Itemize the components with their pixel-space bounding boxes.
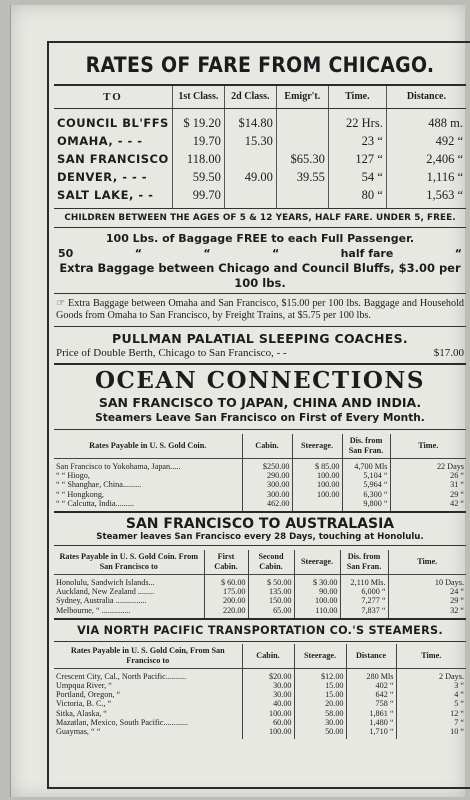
cell: $12.00 — [294, 668, 346, 681]
cell: $ 30.00 — [294, 575, 340, 588]
cell: 135.00 — [248, 587, 294, 596]
cell: 100.00 — [292, 471, 342, 480]
cell: 10 Days. — [388, 575, 466, 588]
cell: 200.00 — [204, 596, 248, 605]
route: Victoria, B. C., “ — [56, 699, 112, 709]
cell: 6,300 “ — [342, 490, 390, 499]
cell: 7,277 “ — [340, 596, 388, 605]
cell: 9,800 “ — [342, 499, 390, 511]
cell: 60.00 — [242, 718, 294, 727]
route: Auckland, New Zealand ........ — [56, 587, 155, 597]
ocean-subheading: SAN FRANCISCO TO JAPAN, CHINA AND INDIA. — [98, 395, 422, 410]
cell: 110.00 — [294, 606, 340, 618]
cell: 31 “ — [390, 480, 466, 489]
cell: 58.00 — [294, 709, 346, 718]
cell: 10 “ — [396, 727, 466, 739]
cell: 758 “ — [346, 699, 396, 708]
cell: 1,563 “ — [386, 186, 466, 208]
cell — [224, 150, 276, 168]
ocean-rates-table — [54, 434, 466, 511]
table-row — [54, 690, 466, 699]
table-row — [54, 727, 466, 739]
cell: 2,406 “ — [386, 150, 466, 168]
cell: $ 19.20 — [172, 108, 224, 132]
table-row — [54, 471, 466, 480]
cell: 127 “ — [328, 150, 386, 168]
cell — [224, 186, 276, 208]
cell: 19.70 — [172, 132, 224, 150]
australasia-rates-table — [54, 550, 466, 618]
col-header: Distance. — [386, 86, 466, 108]
cell: $65.30 — [276, 150, 328, 168]
cell: 4,700 Mls — [342, 459, 390, 472]
cell: 15.00 — [294, 690, 346, 699]
col-header: Steerage. — [292, 434, 342, 459]
australasia-table-header — [54, 550, 466, 575]
pullman-heading: PULLMAN PALATIAL SLEEPING COACHES. — [112, 331, 408, 346]
cell — [276, 108, 328, 132]
table-row — [54, 718, 466, 727]
ocean-steamers-note: Steamers Leave San Francisco on First of Every Month. — [54, 410, 466, 430]
col-header: 2d Class. — [224, 86, 276, 108]
route: “ “ Shanghae, China......... — [56, 480, 142, 490]
australasia-subheading: Steamer leaves San Francisco every 28 Days, touching at Honolulu. — [54, 532, 466, 546]
cell: $ 50.00 — [248, 575, 294, 588]
col-header: Rates Payable in U. S. Gold Coin. — [54, 434, 242, 459]
cell: 7 “ — [396, 718, 466, 727]
table-row — [54, 699, 466, 708]
route: “ “ Calcutta, India......... — [56, 498, 134, 508]
cell: 30.00 — [242, 681, 294, 690]
extra-baggage-line: Extra Baggage between Chicago and Council Bluffs, $3.00 per 100 lbs. — [59, 261, 461, 290]
destination: DENVER, - - - — [57, 170, 148, 184]
omaha-baggage-note: ☞ Extra Baggage between Omaha and San Francisco, $15.00 per 100 lbs. Baggage and Household Goods from Omaha to San Francisco, by Freight Trains, at $5.75 per 100 lbs. — [56, 298, 464, 321]
cell: 29 “ — [390, 490, 466, 499]
cell — [276, 132, 328, 150]
cell: 100.00 — [242, 709, 294, 718]
cell: 220.00 — [204, 606, 248, 618]
baggage-free-line: 100 Lbs. of Baggage FREE to each Full Passenger. — [105, 232, 415, 245]
route: Mazatlan, Mexico, South Pacific............ — [56, 717, 189, 727]
cell: 6,000 “ — [340, 587, 388, 596]
cell: 15.00 — [294, 681, 346, 690]
table-row — [54, 606, 466, 618]
cell: 3 “ — [396, 681, 466, 690]
route: Guaymas, “ “ — [56, 727, 101, 737]
destination: SALT LAKE, - - — [57, 188, 154, 202]
north-pacific-table-header — [54, 644, 466, 669]
cell: 5,964 “ — [342, 480, 390, 489]
table-row — [54, 709, 466, 718]
cell: 12 “ — [396, 709, 466, 718]
cell: 49.00 — [224, 168, 276, 186]
cell: 100.00 — [294, 596, 340, 605]
fare-table — [54, 86, 466, 208]
ditto-mark: “ — [203, 247, 211, 260]
cell: 7,837 “ — [340, 606, 388, 618]
paper-sheet — [10, 5, 465, 797]
baggage-half-fare-line — [54, 246, 466, 261]
omaha-baggage-block — [54, 293, 466, 327]
fare-table-header — [54, 86, 466, 108]
col-header: Dis. from San Fran. — [342, 434, 390, 459]
cell: 100.00 — [292, 490, 342, 499]
cell: 290.00 — [242, 471, 292, 480]
col-header: Time. — [390, 434, 466, 459]
table-row — [54, 186, 466, 208]
berth-label: Price of Double Berth, Chicago to San Francisco, - - — [56, 347, 287, 359]
col-header: First Cabin. — [204, 550, 248, 575]
cell: 15.30 — [224, 132, 276, 150]
col-header: Rates Payable in U. S. Gold Coin, From San Francisco to — [54, 644, 242, 669]
col-header: Distance — [346, 644, 396, 669]
cell: 300.00 — [242, 480, 292, 489]
cell: 488 m. — [386, 108, 466, 132]
cell: 50.00 — [294, 727, 346, 739]
cell: 1,710 “ — [346, 727, 396, 739]
cell: 32 “ — [388, 606, 466, 618]
ocean-connections-heading: OCEAN CONNECTIONS — [94, 367, 425, 394]
berth-price: $17.00 — [433, 347, 464, 359]
cell: 1,480 “ — [346, 718, 396, 727]
cell: 39.55 — [276, 168, 328, 186]
cell: 118.00 — [172, 150, 224, 168]
cell: 5 “ — [396, 699, 466, 708]
cell: 2 Days. — [396, 668, 466, 681]
cell: 26 “ — [390, 471, 466, 480]
cell: 90.00 — [294, 587, 340, 596]
col-header: TO — [54, 86, 172, 108]
destination: SAN FRANCISCO — [57, 152, 169, 166]
baggage-notice — [54, 228, 466, 293]
route: Sydney, Australia ............... — [56, 596, 147, 606]
cell: $250.00 — [242, 459, 292, 472]
north-pacific-rates-table — [54, 644, 466, 739]
route: “ “ Hongkong, — [56, 489, 104, 499]
col-header: Emigr't. — [276, 86, 328, 108]
cell: 22 Hrs. — [328, 108, 386, 132]
col-header: 1st Class. — [172, 86, 224, 108]
cell: 29 “ — [388, 596, 466, 605]
route: Umpqua River, “ — [56, 681, 112, 691]
table-row — [54, 587, 466, 596]
cell — [276, 186, 328, 208]
col-header: Cabin. — [242, 434, 292, 459]
cell: 65.00 — [248, 606, 294, 618]
ditto-mark: “ — [454, 247, 462, 260]
col-header: Rates Payable in U. S. Gold Coin. From San Francisco to — [54, 550, 204, 575]
route: Melbourne, “ .............. — [56, 605, 131, 615]
cell: 22 Days — [390, 459, 466, 472]
destination: OMAHA, - - - — [57, 134, 143, 148]
route: Honolulu, Sandwich Islands... — [56, 578, 155, 588]
table-row — [54, 150, 466, 168]
cell: 40.00 — [242, 699, 294, 708]
cell: 80 “ — [328, 186, 386, 208]
route: San Francisco to Yokohama, Japan..... — [56, 462, 181, 471]
cell: 4 “ — [396, 690, 466, 699]
cell: 1,116 “ — [386, 168, 466, 186]
australasia-heading: SAN FRANCISCO TO AUSTRALASIA — [54, 511, 466, 532]
cell: 280 Mls — [346, 668, 396, 681]
cell: $14.80 — [224, 108, 276, 132]
col-header: Time. — [328, 86, 386, 108]
route: “ “ Hiogo, — [56, 471, 90, 481]
table-row — [54, 499, 466, 511]
cell: 99.70 — [172, 186, 224, 208]
table-row — [54, 459, 466, 472]
cell: 2,110 Mls. — [340, 575, 388, 588]
col-header: Steerage. — [294, 644, 346, 669]
cell: 300.00 — [242, 490, 292, 499]
cell: 30.00 — [294, 718, 346, 727]
col-header: Time. — [388, 550, 466, 575]
table-row — [54, 132, 466, 150]
col-header: Cabin. — [242, 644, 294, 669]
cell: 402 “ — [346, 681, 396, 690]
col-header: Steerage. — [294, 550, 340, 575]
cell: 492 “ — [386, 132, 466, 150]
table-row — [54, 681, 466, 690]
cell: 24 “ — [388, 587, 466, 596]
route: Portland, Oregon, “ — [56, 690, 121, 700]
table-row — [54, 108, 466, 132]
table-row — [54, 668, 466, 681]
cell: 462.00 — [242, 499, 292, 511]
table-row — [54, 490, 466, 499]
ditto-mark: “ — [134, 247, 142, 260]
route: Crescent City, Cal., North Pacific.......... — [56, 671, 187, 681]
north-pacific-heading: VIA NORTH PACIFIC TRANSPORTATION CO.'S STEAMERS. — [54, 618, 466, 642]
destination: COUNCIL BL'FFS — [57, 116, 169, 131]
cell: 30.00 — [242, 690, 294, 699]
col-header: Time. — [396, 644, 466, 669]
cell: 100.00 — [242, 727, 294, 739]
route: Sitka, Alaska, “ — [56, 708, 107, 718]
cell: $20.00 — [242, 668, 294, 681]
table-row — [54, 575, 466, 588]
ditto-mark: “ — [271, 247, 280, 260]
table-row — [54, 480, 466, 489]
table-row — [54, 168, 466, 186]
table-row — [54, 596, 466, 605]
page-title: RATES OF FARE FROM CHICAGO. — [54, 46, 466, 86]
cell: 100.00 — [292, 480, 342, 489]
cell: 42 “ — [390, 499, 466, 511]
cell: 642 “ — [346, 690, 396, 699]
col-header: Second Cabin. — [248, 550, 294, 575]
cell: 175.00 — [204, 587, 248, 596]
cell: $ 85.00 — [292, 459, 342, 472]
cell: 23 “ — [328, 132, 386, 150]
cell: 5,104 “ — [342, 471, 390, 480]
berth-price-line — [54, 346, 466, 365]
cell: 1,861 “ — [346, 709, 396, 718]
baggage-half-lbs: 50 — [58, 247, 74, 260]
cell: 59.50 — [172, 168, 224, 186]
children-fare-note: CHILDREN BETWEEN THE AGES OF 5 & 12 YEARS, HALF FARE. UNDER 5, FREE. — [54, 208, 466, 228]
cell: $ 60.00 — [204, 575, 248, 588]
cell: 20.00 — [294, 699, 346, 708]
cell: 54 “ — [328, 168, 386, 186]
ocean-table-header — [54, 434, 466, 459]
half-fare-label: half fare — [340, 247, 394, 260]
cell — [292, 499, 342, 511]
cell: 150.00 — [248, 596, 294, 605]
col-header: Dis. from San Fran. — [340, 550, 388, 575]
fare-card — [47, 41, 470, 789]
